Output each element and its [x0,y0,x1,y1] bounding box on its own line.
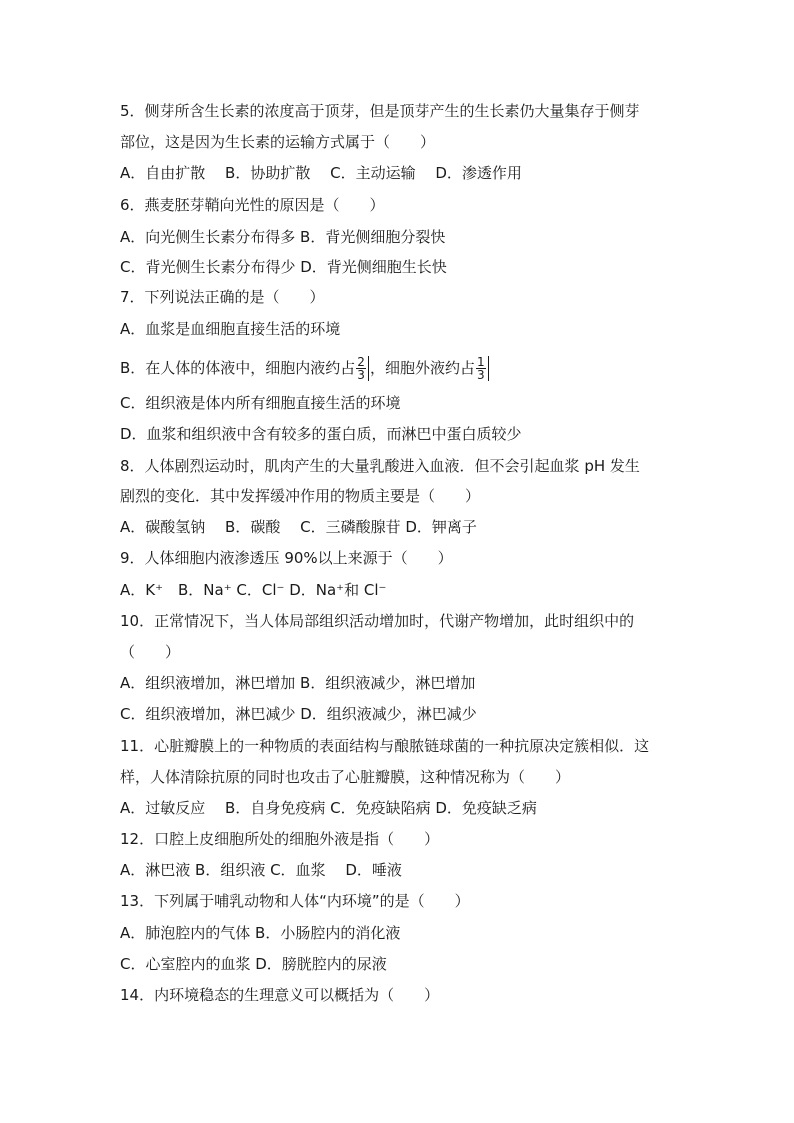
q10-stem-line2: （ ） [120,643,181,661]
q8-options: A．碳酸氢钠 B．碳酸 C．三磷酸腺苷 D．钾离子 [120,518,477,536]
q12-stem: 12．口腔上皮细胞所处的细胞外液是指（ ） [120,830,440,848]
q11-stem-line2: 样，人体清除抗原的同时也攻击了心脏瓣膜，这种情况称为（ ） [120,768,571,786]
q7-option-d: D．血浆和组织液中含有较多的蛋白质，而淋巴中蛋白质较少 [120,425,522,443]
fraction-numerator: 1 [476,355,485,369]
q9-stem: 9．人体细胞内液渗透压 90%以上来源于（ ） [120,549,453,567]
q10-stem-line1: 10．正常情况下，当人体局部组织活动增加时，代谢产物增加，此时组织中的 [120,612,635,630]
q6-options-ab: A．向光侧生长素分布得多 B．背光侧细胞分裂快 [120,228,446,246]
q7-option-c: C．组织液是体内所有细胞直接生活的环境 [120,394,401,412]
q6-stem: 6．燕麦胚芽鞘向光性的原因是（ ） [120,196,385,214]
q14-stem: 14．内环境稳态的生理意义可以概括为（ ） [120,986,440,1004]
q5-options: A．自由扩散 B．协助扩散 C．主动运输 D．渗透作用 [120,164,522,182]
fraction-numerator: 2 [357,355,365,369]
q11-options: A．过敏反应 B．自身免疫病 C．免疫缺陷病 D．免疫缺乏病 [120,799,537,817]
q7-option-a: A．血浆是血细胞直接生活的环境 [120,320,341,338]
fraction-denominator: 3 [476,368,485,382]
q8-stem-line1: 8．人体剧烈运动时，肌肉产生的大量乳酸进入血液．但不会引起血浆 pH 发生 [120,457,640,475]
fraction-denominator: 3 [357,368,365,382]
q5-stem-line1: 5．侧芽所含生长素的浓度高于顶芽，但是顶芽产生的生长素仍大量集存于侧芽 [120,102,640,120]
fraction-two-thirds [356,356,369,381]
q7-option-b-prefix: B．在人体的体液中，细胞内液约占 [120,359,356,377]
q13-options-ab: A．肺泡腔内的气体 B．小肠腔内的消化液 [120,924,401,942]
q10-options-ab: A．组织液增加，淋巴增加 B．组织液减少，淋巴增加 [120,674,476,692]
fraction-one-third [476,356,489,381]
q7-stem: 7．下列说法正确的是（ ） [120,288,325,306]
q13-options-cd: C．心室腔内的血浆 D．膀胱腔内的尿液 [120,955,387,973]
q11-stem-line1: 11．心脏瓣膜上的一种物质的表面结构与酿脓链球菌的一种抗原决定簇相似．这 [120,737,650,755]
q12-options: A．淋巴液 B．组织液 C．血浆 D．唾液 [120,861,402,879]
q5-stem-line2: 部位，这是因为生长素的运输方式属于（ ） [120,133,436,151]
q6-options-cd: C．背光侧生长素分布得少 D．背光侧细胞生长快 [120,258,447,276]
q7-option-b-middle: ，细胞外液约占 [369,359,475,377]
q9-options: A．K⁺ B．Na⁺ C．Cl⁻ D．Na⁺和 Cl⁻ [120,581,387,599]
q7-option-b [120,356,490,381]
q8-stem-line2: 剧烈的变化．其中发挥缓冲作用的物质主要是（ ） [120,487,481,505]
q13-stem: 13．下列属于哺乳动物和人体“内环境”的是（ ） [120,892,470,910]
q10-options-cd: C．组织液增加，淋巴减少 D．组织液减少，淋巴减少 [120,705,477,723]
